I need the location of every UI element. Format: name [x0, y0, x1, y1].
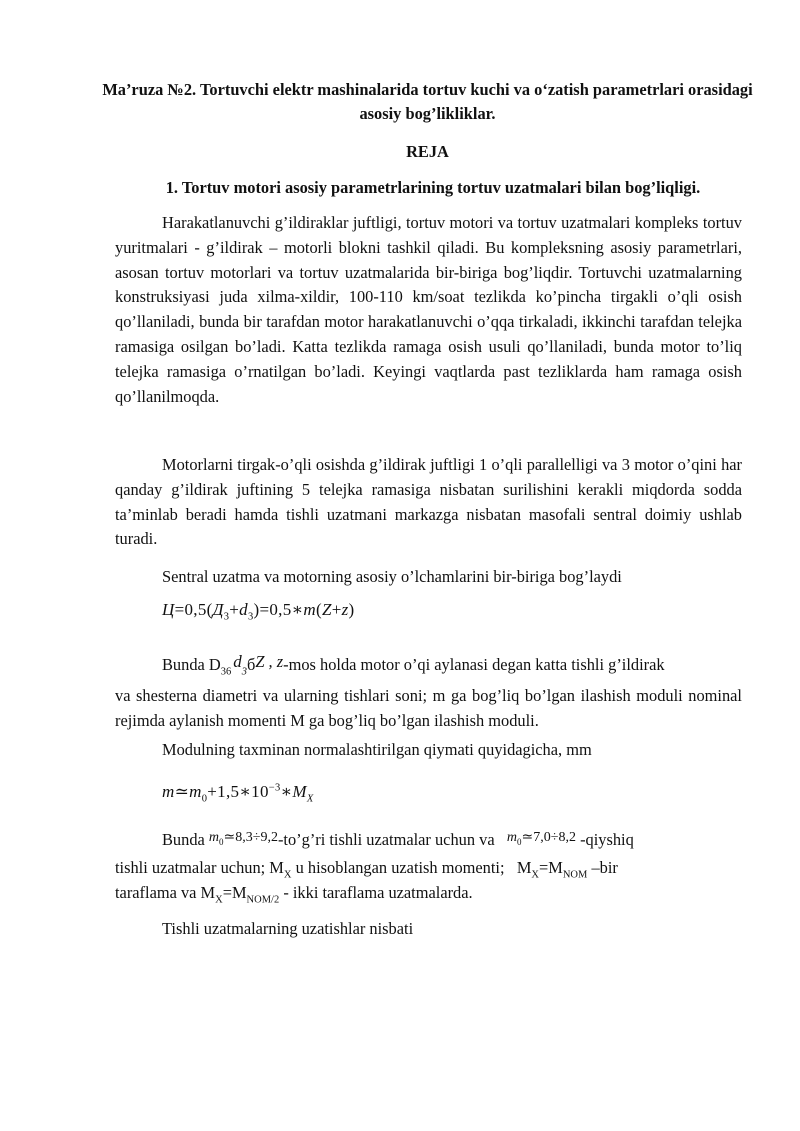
- text-run: taraflama va M: [115, 883, 216, 902]
- text-run: u hisoblangan uzatish momenti;: [295, 858, 505, 877]
- formula-part: ≃7,0÷8,2: [521, 830, 576, 845]
- text-run: =M: [222, 883, 247, 902]
- formula-part: =0,5(: [174, 600, 213, 619]
- formula-inline-2: [507, 830, 576, 845]
- paragraph-2: Motorlarni tirgak-o’qli osishda g’ildirak juftligi 1 o’qli parallelligi va 3 motor o’qini har qanday g’ildirak juftining 5 telejka ramasiga nisbatan surilishini kerakli miqdorda sodda ta’minlab beradi hamda tishli uzatmani markazga nisbatan masofali sentral doimiy ushlab turadi.: [115, 455, 742, 549]
- formula-symbol: Д: [212, 600, 224, 619]
- formula-part: ≃8,3÷9,2: [223, 830, 278, 845]
- formula-symbol: m: [303, 600, 316, 619]
- formula-part: ∗: [280, 782, 293, 801]
- paragraph-6-line-2: [115, 858, 742, 881]
- lecture-title: Ma’ruza №2. Tortuvchi elektr mashinalarida tortuv kuchi va o‘zatish parametrlari orasidagi asosiy bog’likliklar.: [102, 80, 753, 123]
- plan-heading: REJA: [406, 142, 449, 161]
- subscript: X: [531, 869, 540, 881]
- formula-subscript: 3: [223, 611, 230, 623]
- paragraph-4-continued: va shesterna diametri va ularning tishlari soni; m ga bog’liq bo’lgan ilashish moduli nominal rejimda aylanish momenti M ga bog’liq bo’lgan ilashish moduli.: [115, 686, 742, 730]
- paragraph-1: Harakatlanuvchi g’ildiraklar juftligi, tortuv motori va tortuv uzatmalari kompleks tortuv yuritmalari - g’ildirak – motorli blokni tashkil qiladi. Bu kompleksning asosiy parametrlari, asosan tortuv motorlari va tortuv uzatmalarida bir-biriga bog’liqdir. Tortuvchi uzatmalarning konstruksiyasi juda xilma-xildir, 100-110 km/soat tezlikda ko’pincha tirgakli o’qli osish qo’llaniladi, bunda bir tarafdan motor harakatlanuvchi o’qqa tirkaladi, ikkinchi tarafdan telejka ramasiga osilgan bo’ladi. Katta tezlikda ramaga osish usuli qo’llaniladi, bunda motor to’liq telejka ramasiga o’rnatilgan bo’ladi. Keyingi vaqtlarda past tezliklarda ham ramaga osish qo’llanilmoqda.: [115, 213, 742, 406]
- formula-symbol: Z , z: [255, 652, 284, 671]
- subscript: 36: [220, 666, 232, 678]
- text-run: б: [246, 655, 256, 674]
- paragraph-6-line-3: [115, 883, 473, 906]
- subscript: 3: [241, 666, 247, 678]
- formula-symbol: M: [292, 782, 307, 801]
- formula-symbol: z: [341, 600, 349, 619]
- paragraph-3: Sentral uzatma va motorning asosiy o’lchamlarini bir-biriga bog’laydi: [162, 567, 622, 586]
- text-run: -mos holda motor o’qi aylanasi degan katta tishli g’ildirak: [283, 655, 665, 674]
- formula-part: (: [315, 600, 322, 619]
- text-run: M: [516, 858, 532, 877]
- formula-part: +1,5∗10: [207, 782, 269, 801]
- paragraph-4-line-1: [162, 652, 665, 678]
- formula-symbol: d: [239, 600, 248, 619]
- formula-part: +: [331, 600, 342, 619]
- paragraph-6-line-1: [162, 830, 634, 850]
- subscript: X: [215, 894, 223, 906]
- subscript: NOM/2: [246, 894, 280, 906]
- formula-symbol: Z: [321, 600, 332, 619]
- formula-subscript: 0: [219, 836, 224, 847]
- subscript: NOM: [562, 869, 588, 881]
- formula-superscript: −3: [268, 782, 281, 794]
- formula-part: ): [348, 600, 355, 619]
- text-run: -qiyshiq: [580, 830, 634, 849]
- formula-symbol: Ц: [162, 600, 175, 619]
- subscript: X: [283, 869, 292, 881]
- formula-subscript: 0: [201, 793, 208, 805]
- text-run: tishli uzatmalar uchun; M: [115, 858, 284, 877]
- formula-subscript: 0: [517, 836, 522, 847]
- section-heading: 1. Tortuv motori asosiy parametrlarining tortuv uzatmalari bilan bog’liqligi.: [165, 178, 701, 197]
- formula-symbol: m: [162, 782, 175, 801]
- formula-part: )=0,5∗: [253, 600, 304, 619]
- formula-symbol: m: [189, 782, 202, 801]
- formula-symbol: m: [506, 830, 518, 845]
- formula-subscript: X: [306, 793, 314, 805]
- formula-part: ≃: [174, 782, 190, 801]
- formula-module: [162, 782, 314, 805]
- paragraph-5: Modulning taxminan normalashtirilgan qiymati quyidagicha, mm: [162, 740, 592, 759]
- text-run: Bunda: [162, 830, 205, 849]
- formula-part: +: [229, 600, 240, 619]
- formula-inline-1: [209, 830, 278, 845]
- text-run: -to’g’ri tishli uzatmalar uchun va: [277, 830, 495, 849]
- paragraph-7: Tishli uzatmalarning uzatishlar nisbati: [162, 919, 414, 938]
- text-run: - ikki taraflama uzatmalarda.: [279, 883, 473, 902]
- text-run: Bunda D: [162, 655, 221, 674]
- formula-center-distance: [162, 600, 355, 623]
- formula-symbol: d: [233, 652, 242, 671]
- text-run: –bir: [591, 858, 618, 877]
- formula-symbol: m: [208, 830, 220, 845]
- formula-subscript: 3: [247, 611, 254, 623]
- text-run: =M: [539, 858, 563, 877]
